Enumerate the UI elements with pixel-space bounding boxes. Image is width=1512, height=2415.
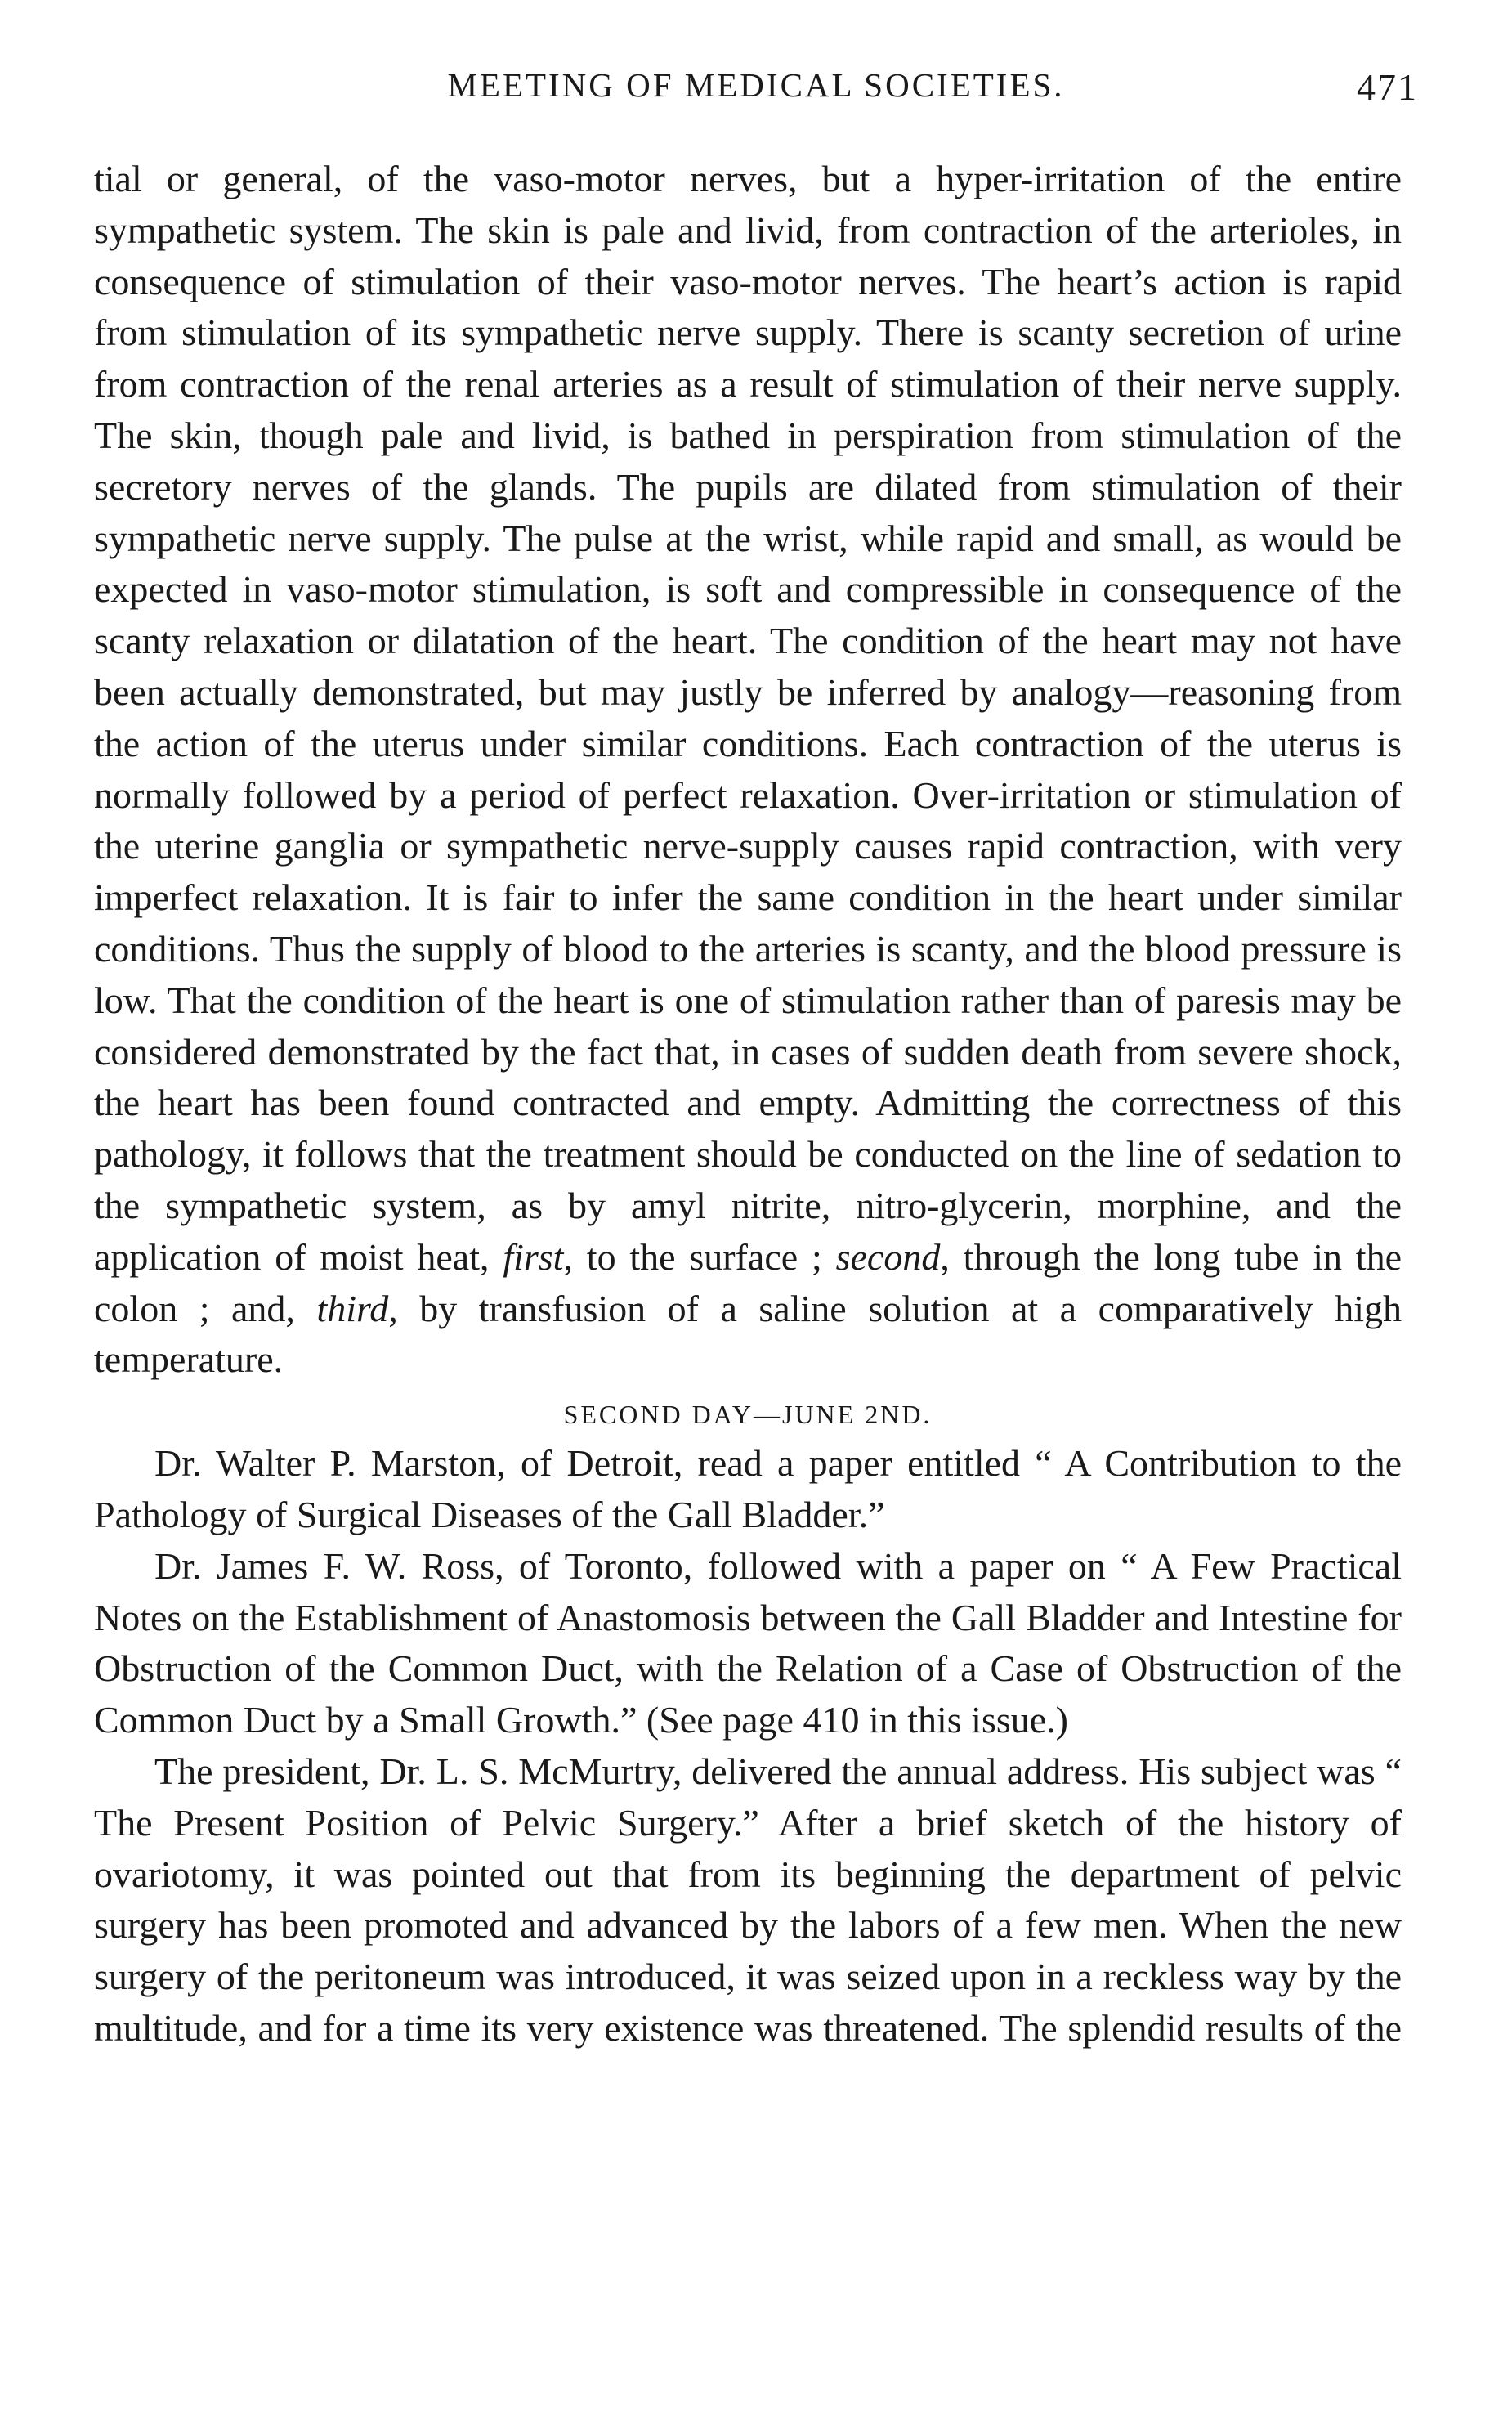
text-run: , to the surface ;	[563, 1235, 836, 1278]
italic-run: first	[503, 1235, 564, 1278]
text-run: , through the long tube in the colon ; and,	[94, 1235, 1402, 1329]
text-run: , by transfusion of a saline solution at a comparatively high temperature.	[94, 1287, 1402, 1381]
body-text	[94, 154, 1402, 2054]
italic-run: second	[835, 1235, 941, 1278]
italic-run: third	[316, 1287, 389, 1329]
text-run: tial or general, of the vaso-motor nerves, but a hyper-irritation of the entire sympathetic system. The skin is pale and livid, from contraction of the arterioles, in consequence of stimulation of their vaso-motor nerves. The heart’s action is rapid from stimulation of its sympathetic nerve supply. There is scanty secretion of urine from contraction of the renal arteries as a result of stimulation of their nerve supply. The skin, though pale and livid, is bathed in perspiration from stimulation of the secretory nerves of the glands. The pupils are dilated from stimulation of their sympathetic nerve supply. The pulse at the wrist, while rapid and small, as would be expected in vaso-motor stimulation, is soft and compressible in consequence of the scanty relaxation or dilatation of the heart. The condition of the heart may not have been actually demonstrated, but may justly be inferred by analogy—reasoning from the action of the uterus under similar conditions. Each contraction of the uterus is normally followed by a period of perfect relaxation. Over-irritation or stimulation of the uterine ganglia or sympathetic nerve-supply causes rapid contraction, with very imperfect relaxation. It is fair to infer the same condition in the heart under similar conditions. Thus the supply of blood to the arteries is scanty, and the blood pressure is low. That the condition of the heart is one of stimulation rather than of paresis may be considered demonstrated by the fact that, in cases of sudden death from severe shock, the heart has been found contracted and empty. Admitting the correctness of this pathology, it follows that the treatment should be conducted on the line of sedation to the sympathetic system, as by amyl nitrite, nitro-glycerin, morphine, and the application of moist heat,	[94, 158, 1402, 1278]
paragraph-marston: Dr. Walter P. Marston, of Detroit, read a paper entitled “ A Contribution to the Pathology of Surgical Diseases of the Gall Bladder.”	[94, 1442, 1402, 1535]
running-title: MEETING OF MEDICAL SOCIETIES.	[447, 66, 1065, 104]
page-number: 471	[1357, 66, 1418, 108]
paragraph-ross: Dr. James F. W. Ross, of Toronto, followed with a paper on “ A Few Practical Notes on the Establishment of Anastomosis between the Gall Bladder and Intestine for Obstruction of the Common Duct, with the Relation of a Case of Obstruction of the Common Duct by a Small Growth.” (See page 410 in this issue.)	[94, 1544, 1402, 1741]
paragraph-shock-pathology	[94, 154, 1402, 1386]
paragraph-mcmurtry: The president, Dr. L. S. McMurtry, delivered the annual address. His subject was “ The Present Position of Pelvic Surgery.” After a brief sketch of the history of ovariotomy, it was pointed out that from its beginning the department of pelvic surgery has been promoted and advanced by the labors of a few men. When the new surgery of the peritoneum was introduced, it was seized upon in a reckless way by the multitude, and for a time its very existence was threatened. The splendid results of the	[94, 1750, 1402, 2049]
section-heading: SECOND DAY—JUNE 2ND.	[563, 1400, 933, 1430]
running-head	[94, 65, 1418, 114]
